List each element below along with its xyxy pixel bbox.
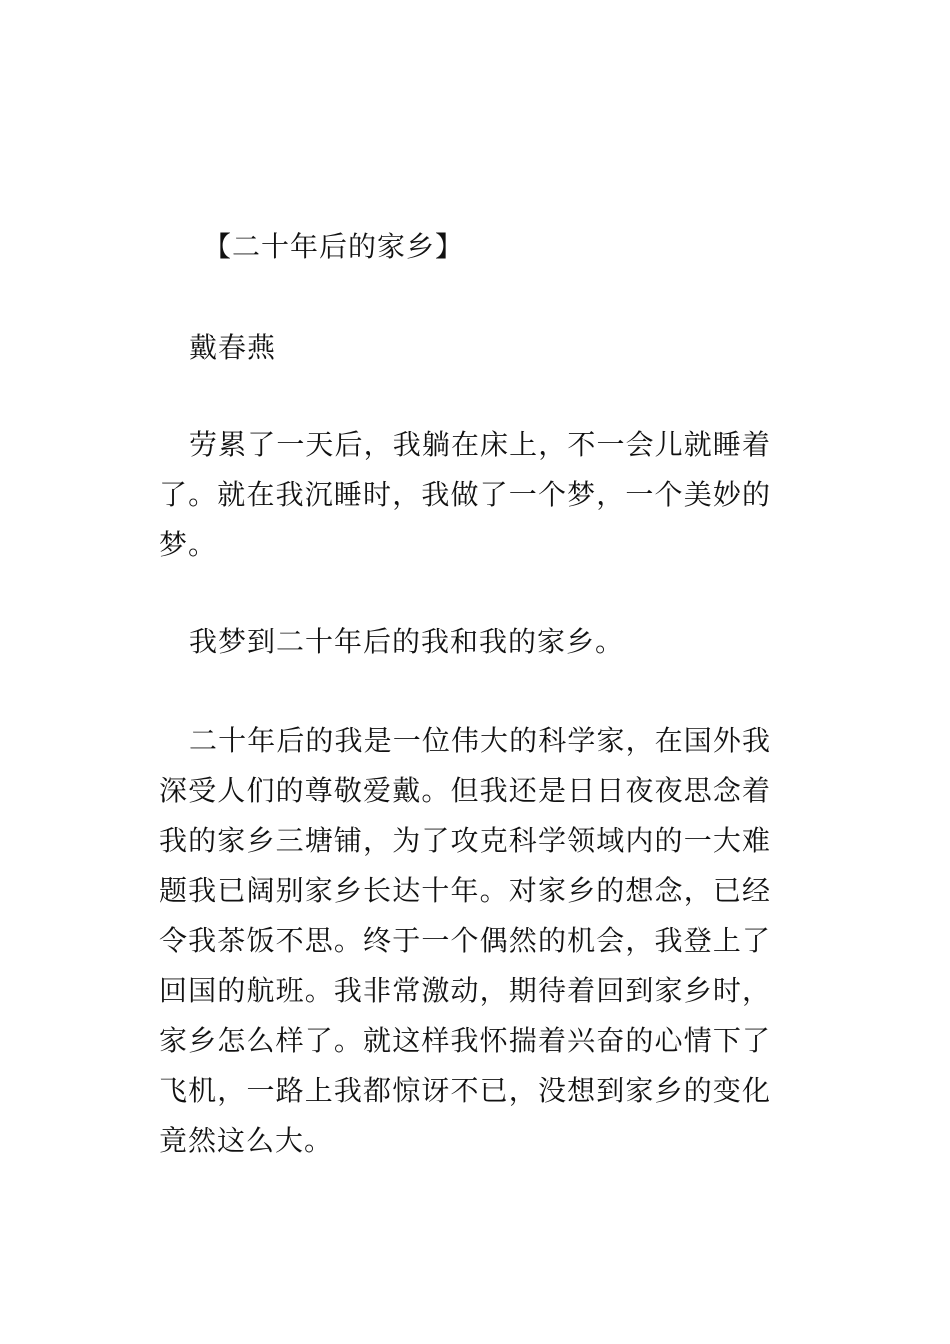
- author-name: 戴春燕: [189, 331, 277, 364]
- paragraph-3: 二十年后的我是一位伟大的科学家，在国外我深受人们的尊敬爱戴。但我还是日日夜夜思念着我的家乡三塘铺，为了攻克科学领域内的一大难题我已阔别家乡长达十年。对家乡的想念，已经令我茶饭不思。终于一个偶然的机会，我登上了回国的航班。我非常激动，期待着回到家乡时，家乡怎么样了。就这样我怀揣着兴奋的心情下了飞机，一路上我都惊讶不已，没想到家乡的变化竟然这么大。: [159, 724, 771, 1157]
- paragraph-1: 劳累了一天后，我躺在床上，不一会儿就睡着了。就在我沉睡时，我做了一个梦，一个美妙的梦。: [159, 428, 771, 561]
- document-title: 【二十年后的家乡】: [203, 230, 465, 263]
- paragraph-2: 我梦到二十年后的我和我的家乡。: [189, 625, 625, 658]
